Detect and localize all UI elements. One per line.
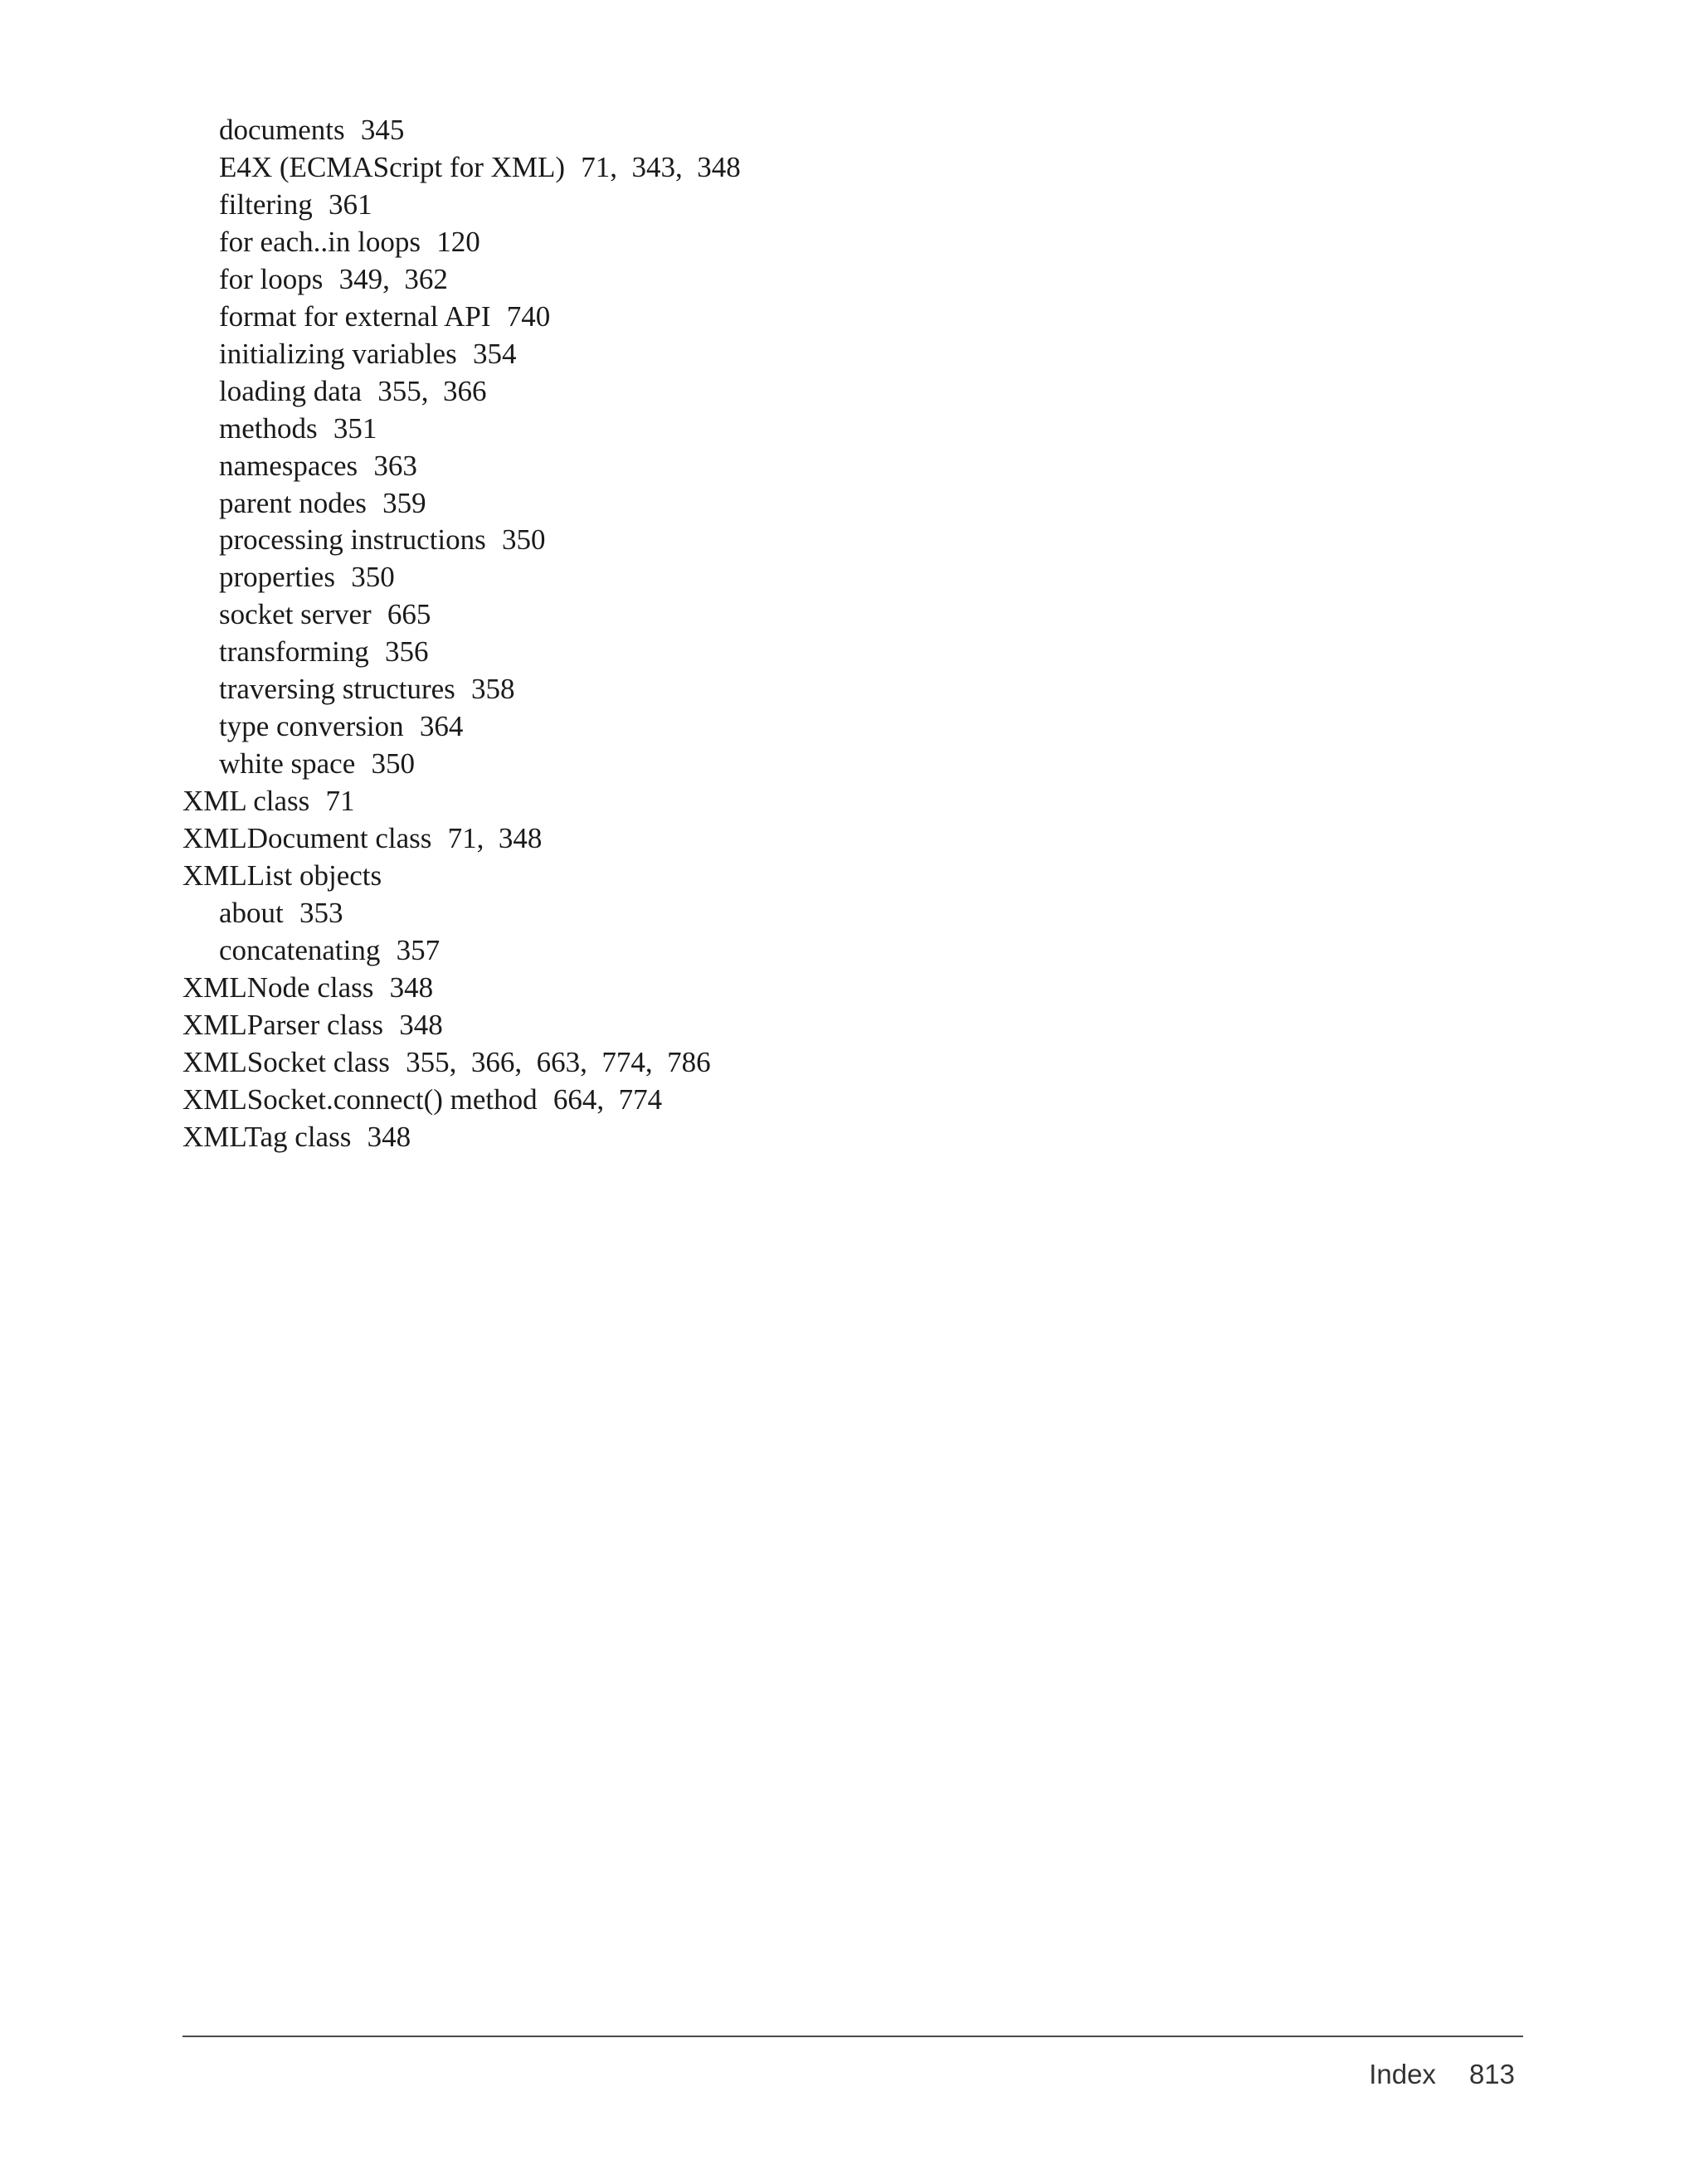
index-page-refs: 353 (299, 897, 343, 930)
index-page-refs: 348 (389, 970, 434, 1004)
index-page-refs: 355, 366 (377, 374, 487, 407)
index-page-refs: 345 (360, 114, 405, 146)
index-subentry (183, 895, 741, 932)
index-term: type conversion (219, 710, 404, 743)
footer-page-number: 813 (1468, 2059, 1515, 2089)
index-page-refs: 350 (351, 561, 395, 594)
index-entry (183, 820, 741, 858)
index-entry (183, 1119, 741, 1156)
index-page-refs: 361 (329, 187, 372, 221)
index-term: for each..in loops (219, 225, 421, 258)
index-subentry (183, 932, 741, 970)
index-page-refs: 120 (436, 225, 480, 258)
index-page-refs: 71, 348 (447, 822, 543, 855)
index-term: format for external API (219, 299, 491, 333)
index-subentry (183, 224, 741, 261)
index-page-refs: 350 (502, 523, 546, 557)
index-entry (183, 858, 741, 895)
index-term: E4X (ECMAScript for XML) (219, 150, 566, 183)
index-page-refs: 363 (373, 449, 417, 482)
index-term: XML class (183, 785, 310, 818)
index-term: initializing variables (219, 337, 457, 370)
index-entry (183, 1044, 741, 1082)
index-term: XMLList objects (183, 859, 382, 893)
index-term: processing instructions (219, 523, 486, 557)
index-page-refs: 348 (367, 1120, 411, 1153)
index-page-refs: 71 (325, 785, 355, 818)
index-entry (183, 1007, 741, 1044)
index-term: properties (219, 561, 335, 594)
index-term: filtering (219, 187, 313, 221)
index-subentry (183, 448, 741, 485)
index-term: transforming (219, 635, 369, 669)
index-page-refs: 665 (387, 598, 431, 631)
index-term: for loops (219, 262, 324, 295)
index-entry (183, 1082, 741, 1119)
index-term: methods (219, 411, 318, 445)
index-page-refs: 364 (419, 710, 464, 743)
index-page-refs: 664, 774 (553, 1082, 663, 1116)
index-term: XMLSocket class (183, 1045, 390, 1078)
index-term: socket server (219, 598, 372, 631)
index-page-refs: 740 (506, 299, 551, 333)
index-subentry (183, 708, 741, 746)
page-footer (1369, 2059, 1515, 2090)
index-subentry (183, 336, 741, 373)
footer-divider (183, 2036, 1523, 2037)
index-subentry (183, 187, 741, 224)
index-page-refs: 349, 362 (338, 262, 448, 295)
index-subentry (183, 746, 741, 783)
index-subentry (183, 559, 741, 596)
index-page-refs: 350 (371, 747, 415, 781)
index-page-refs: 355, 366, 663, 774, 786 (406, 1045, 711, 1078)
index-term: XMLSocket.connect() method (183, 1082, 538, 1116)
index-term: loading data (219, 374, 363, 407)
index-page-refs: 71, 343, 348 (581, 150, 741, 183)
index-list (183, 112, 741, 1156)
index-subentry (183, 485, 741, 523)
index-subentry (183, 522, 741, 559)
index-page-refs: 359 (382, 486, 426, 519)
index-page-refs: 348 (399, 1008, 443, 1041)
index-entry (183, 783, 741, 820)
index-subentry (183, 671, 741, 708)
index-entry (183, 970, 741, 1007)
index-page-refs: 357 (396, 933, 441, 966)
index-term: XMLTag class (183, 1120, 352, 1153)
index-term: XMLNode class (183, 970, 374, 1004)
index-subentry (183, 634, 741, 671)
index-page-refs: 351 (333, 411, 377, 445)
index-term: about (219, 897, 284, 930)
footer-section-label: Index (1369, 2059, 1436, 2089)
index-subentry (183, 261, 741, 299)
index-term: concatenating (219, 933, 381, 966)
index-subentry (183, 373, 741, 411)
index-page-refs: 356 (385, 635, 429, 669)
index-subentry (183, 596, 741, 634)
index-term: traversing structures (219, 673, 455, 706)
index-page-refs: 354 (472, 337, 517, 370)
index-term: XMLDocument class (183, 822, 432, 855)
index-term: namespaces (219, 449, 358, 482)
index-term: documents (219, 114, 345, 146)
index-subentry (183, 411, 741, 448)
index-subentry (183, 112, 741, 149)
index-subentry (183, 149, 741, 187)
index-subentry (183, 299, 741, 336)
index-term: white space (219, 747, 356, 781)
index-term: XMLParser class (183, 1008, 384, 1041)
index-term: parent nodes (219, 486, 367, 519)
index-page-refs: 358 (471, 673, 515, 706)
